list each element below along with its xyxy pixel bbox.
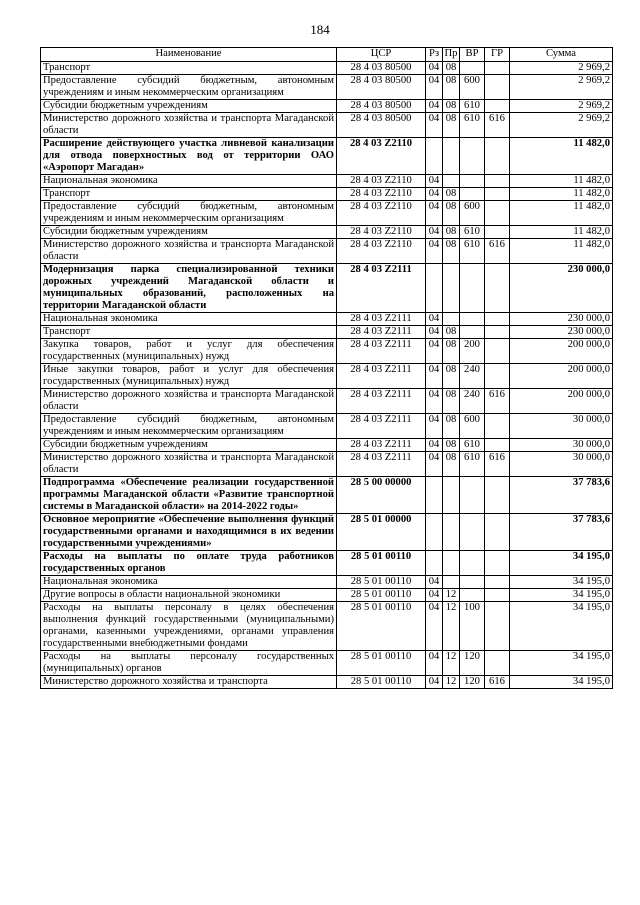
cell-name: Субсидии бюджетным учреждениям <box>41 100 337 113</box>
cell-name: Подпрограмма «Обеспечение реализации государственной программы Магаданской области «Развитие транспортной системы в Магаданской области» на 2014-2022 годы» <box>41 477 337 514</box>
table-row <box>41 201 613 226</box>
cell-rz: 04 <box>426 113 443 138</box>
cell-csr: 28 5 01 00000 <box>337 514 426 551</box>
table-row <box>41 62 613 75</box>
cell-csr: 28 4 03 Z2111 <box>337 339 426 364</box>
cell-pr: 12 <box>443 589 460 602</box>
table-row <box>41 651 613 676</box>
cell-sum: 11 482,0 <box>510 239 613 264</box>
cell-vr: 120 <box>460 651 485 676</box>
cell-name: Национальная экономика <box>41 175 337 188</box>
cell-gr <box>485 326 510 339</box>
column-header-csr: ЦСР <box>337 48 426 62</box>
cell-pr: 08 <box>443 239 460 264</box>
cell-rz: 04 <box>426 62 443 75</box>
cell-sum: 11 482,0 <box>510 175 613 188</box>
cell-sum: 2 969,2 <box>510 113 613 138</box>
table-body <box>41 62 613 689</box>
cell-rz: 04 <box>426 313 443 326</box>
cell-rz: 04 <box>426 651 443 676</box>
cell-rz: 04 <box>426 339 443 364</box>
cell-gr <box>485 414 510 439</box>
cell-pr: 08 <box>443 100 460 113</box>
cell-gr <box>485 62 510 75</box>
cell-vr <box>460 514 485 551</box>
cell-name: Предоставление субсидий бюджетным, автономным учреждениям и иным некоммерческим организациям <box>41 201 337 226</box>
cell-sum: 30 000,0 <box>510 439 613 452</box>
cell-pr: 08 <box>443 452 460 477</box>
cell-csr: 28 4 03 Z2111 <box>337 452 426 477</box>
cell-pr <box>443 576 460 589</box>
cell-csr: 28 5 01 00110 <box>337 676 426 689</box>
cell-sum: 34 195,0 <box>510 602 613 651</box>
budget-table <box>40 47 613 689</box>
cell-vr <box>460 138 485 175</box>
cell-rz: 04 <box>426 452 443 477</box>
cell-rz: 04 <box>426 226 443 239</box>
cell-name: Министерство дорожного хозяйства и транспорта Магаданской области <box>41 113 337 138</box>
table-row <box>41 576 613 589</box>
table-row <box>41 339 613 364</box>
cell-vr: 100 <box>460 602 485 651</box>
cell-vr <box>460 313 485 326</box>
cell-vr <box>460 264 485 313</box>
table-row <box>41 414 613 439</box>
cell-vr: 610 <box>460 113 485 138</box>
cell-sum: 30 000,0 <box>510 452 613 477</box>
cell-rz <box>426 477 443 514</box>
cell-gr: 616 <box>485 113 510 138</box>
cell-pr <box>443 477 460 514</box>
cell-pr: 08 <box>443 62 460 75</box>
cell-gr <box>485 514 510 551</box>
cell-vr: 610 <box>460 100 485 113</box>
cell-csr: 28 4 03 Z2111 <box>337 313 426 326</box>
cell-rz: 04 <box>426 589 443 602</box>
cell-name: Министерство дорожного хозяйства и транспорта Магаданской области <box>41 239 337 264</box>
cell-name: Субсидии бюджетным учреждениям <box>41 226 337 239</box>
cell-vr: 600 <box>460 414 485 439</box>
cell-vr <box>460 551 485 576</box>
cell-pr <box>443 175 460 188</box>
cell-sum: 34 195,0 <box>510 576 613 589</box>
cell-pr: 12 <box>443 676 460 689</box>
cell-sum: 34 195,0 <box>510 651 613 676</box>
cell-pr: 12 <box>443 602 460 651</box>
cell-gr <box>485 201 510 226</box>
cell-pr: 08 <box>443 364 460 389</box>
cell-sum: 230 000,0 <box>510 264 613 313</box>
cell-vr <box>460 188 485 201</box>
table-header-row <box>41 48 613 62</box>
cell-rz: 04 <box>426 389 443 414</box>
cell-vr <box>460 62 485 75</box>
cell-sum: 37 783,6 <box>510 477 613 514</box>
cell-vr: 240 <box>460 364 485 389</box>
column-header-name: Наименование <box>41 48 337 62</box>
cell-pr: 08 <box>443 113 460 138</box>
cell-gr <box>485 226 510 239</box>
cell-pr: 08 <box>443 414 460 439</box>
cell-pr: 08 <box>443 201 460 226</box>
cell-name: Национальная экономика <box>41 576 337 589</box>
cell-csr: 28 4 03 Z2110 <box>337 226 426 239</box>
cell-csr: 28 4 03 80500 <box>337 100 426 113</box>
cell-name: Национальная экономика <box>41 313 337 326</box>
cell-pr: 08 <box>443 389 460 414</box>
cell-gr <box>485 477 510 514</box>
cell-sum: 200 000,0 <box>510 389 613 414</box>
cell-rz <box>426 264 443 313</box>
cell-pr: 08 <box>443 226 460 239</box>
cell-rz: 04 <box>426 100 443 113</box>
cell-name: Субсидии бюджетным учреждениям <box>41 439 337 452</box>
column-header-pr: Пр <box>443 48 460 62</box>
cell-rz: 04 <box>426 439 443 452</box>
table-row <box>41 551 613 576</box>
cell-vr: 610 <box>460 452 485 477</box>
cell-name: Закупка товаров, работ и услуг для обеспечения государственных (муниципальных) нужд <box>41 339 337 364</box>
cell-rz: 04 <box>426 175 443 188</box>
cell-gr <box>485 439 510 452</box>
cell-gr <box>485 651 510 676</box>
table-row <box>41 75 613 100</box>
cell-gr <box>485 175 510 188</box>
cell-name: Министерство дорожного хозяйства и транспорта <box>41 676 337 689</box>
cell-name: Предоставление субсидий бюджетным, автономным учреждениям и иным некоммерческим организациям <box>41 414 337 439</box>
cell-csr: 28 4 03 Z2111 <box>337 414 426 439</box>
table-row <box>41 239 613 264</box>
cell-sum: 230 000,0 <box>510 326 613 339</box>
cell-rz: 04 <box>426 201 443 226</box>
cell-sum: 34 195,0 <box>510 589 613 602</box>
cell-name: Транспорт <box>41 326 337 339</box>
cell-sum: 11 482,0 <box>510 226 613 239</box>
cell-sum: 34 195,0 <box>510 551 613 576</box>
cell-rz: 04 <box>426 676 443 689</box>
cell-csr: 28 4 03 Z2110 <box>337 239 426 264</box>
cell-pr <box>443 514 460 551</box>
cell-pr: 08 <box>443 75 460 100</box>
cell-csr: 28 4 03 80500 <box>337 62 426 75</box>
cell-sum: 11 482,0 <box>510 138 613 175</box>
cell-gr <box>485 551 510 576</box>
cell-csr: 28 4 03 Z2111 <box>337 364 426 389</box>
cell-vr: 600 <box>460 201 485 226</box>
cell-gr <box>485 339 510 364</box>
cell-vr <box>460 589 485 602</box>
cell-name: Расходы на выплаты по оплате труда работников государственных органов <box>41 551 337 576</box>
cell-csr: 28 4 03 Z2111 <box>337 264 426 313</box>
table-row <box>41 175 613 188</box>
column-header-rz: Рз <box>426 48 443 62</box>
table-row <box>41 514 613 551</box>
cell-gr <box>485 313 510 326</box>
cell-sum: 34 195,0 <box>510 676 613 689</box>
cell-csr: 28 4 03 Z2110 <box>337 175 426 188</box>
cell-gr: 616 <box>485 389 510 414</box>
cell-name: Министерство дорожного хозяйства и транспорта Магаданской области <box>41 452 337 477</box>
cell-csr: 28 5 00 00000 <box>337 477 426 514</box>
cell-name: Основное мероприятие «Обеспечение выполнения функций государственными органами и находящимися в их ведении государственными учреждениями» <box>41 514 337 551</box>
cell-sum: 2 969,2 <box>510 100 613 113</box>
cell-rz: 04 <box>426 364 443 389</box>
cell-gr <box>485 364 510 389</box>
cell-pr: 08 <box>443 439 460 452</box>
cell-gr <box>485 138 510 175</box>
cell-rz: 04 <box>426 414 443 439</box>
cell-pr <box>443 264 460 313</box>
cell-name: Транспорт <box>41 62 337 75</box>
cell-pr <box>443 138 460 175</box>
column-header-gr: ГР <box>485 48 510 62</box>
cell-csr: 28 4 03 Z2110 <box>337 138 426 175</box>
cell-vr: 240 <box>460 389 485 414</box>
cell-pr <box>443 551 460 576</box>
table-row <box>41 364 613 389</box>
cell-vr: 600 <box>460 75 485 100</box>
cell-gr <box>485 264 510 313</box>
cell-vr: 610 <box>460 439 485 452</box>
cell-vr: 120 <box>460 676 485 689</box>
cell-name: Расходы на выплаты персоналу государственных (муниципальных) органов <box>41 651 337 676</box>
table-row <box>41 602 613 651</box>
table-row <box>41 188 613 201</box>
cell-rz: 04 <box>426 576 443 589</box>
cell-vr: 610 <box>460 239 485 264</box>
cell-gr <box>485 100 510 113</box>
cell-name: Другие вопросы в области национальной экономики <box>41 589 337 602</box>
cell-sum: 200 000,0 <box>510 339 613 364</box>
cell-pr <box>443 313 460 326</box>
cell-sum: 30 000,0 <box>510 414 613 439</box>
cell-csr: 28 5 01 00110 <box>337 651 426 676</box>
cell-sum: 11 482,0 <box>510 201 613 226</box>
cell-pr: 08 <box>443 188 460 201</box>
cell-csr: 28 4 03 Z2111 <box>337 326 426 339</box>
cell-csr: 28 4 03 Z2111 <box>337 439 426 452</box>
cell-sum: 11 482,0 <box>510 188 613 201</box>
cell-pr: 08 <box>443 326 460 339</box>
cell-name: Иные закупки товаров, работ и услуг для обеспечения государственных (муниципальных) нужд <box>41 364 337 389</box>
cell-name: Расходы на выплаты персоналу в целях обеспечения выполнения функций государственными (муниципальными) органами, казенными учреждениями, органами управления государственными внебюджетными фондами <box>41 602 337 651</box>
cell-pr: 12 <box>443 651 460 676</box>
cell-gr <box>485 576 510 589</box>
cell-sum: 2 969,2 <box>510 62 613 75</box>
cell-name: Министерство дорожного хозяйства и транспорта Магаданской области <box>41 389 337 414</box>
column-header-vr: ВР <box>460 48 485 62</box>
cell-gr: 616 <box>485 676 510 689</box>
table-row <box>41 477 613 514</box>
cell-csr: 28 5 01 00110 <box>337 551 426 576</box>
cell-sum: 230 000,0 <box>510 313 613 326</box>
cell-rz <box>426 138 443 175</box>
cell-rz: 04 <box>426 75 443 100</box>
cell-csr: 28 4 03 Z2110 <box>337 201 426 226</box>
cell-csr: 28 5 01 00110 <box>337 602 426 651</box>
cell-name: Расширение действующего участка ливневой канализации для отвода поверхностных вод от территории ОАО «Аэропорт Магадан» <box>41 138 337 175</box>
table-row <box>41 589 613 602</box>
cell-gr: 616 <box>485 452 510 477</box>
cell-csr: 28 4 03 80500 <box>337 75 426 100</box>
cell-gr <box>485 188 510 201</box>
cell-vr: 610 <box>460 226 485 239</box>
cell-vr: 200 <box>460 339 485 364</box>
cell-rz: 04 <box>426 239 443 264</box>
cell-csr: 28 5 01 00110 <box>337 589 426 602</box>
cell-gr: 616 <box>485 239 510 264</box>
table-row <box>41 138 613 175</box>
cell-rz: 04 <box>426 326 443 339</box>
cell-csr: 28 4 03 80500 <box>337 113 426 138</box>
cell-name: Транспорт <box>41 188 337 201</box>
table-row <box>41 439 613 452</box>
table-row <box>41 313 613 326</box>
cell-csr: 28 5 01 00110 <box>337 576 426 589</box>
table-row <box>41 326 613 339</box>
cell-rz <box>426 551 443 576</box>
cell-rz: 04 <box>426 188 443 201</box>
cell-vr <box>460 477 485 514</box>
cell-gr <box>485 602 510 651</box>
cell-rz <box>426 514 443 551</box>
cell-vr <box>460 175 485 188</box>
cell-gr <box>485 589 510 602</box>
column-header-sum: Сумма <box>510 48 613 62</box>
table-row <box>41 264 613 313</box>
cell-sum: 200 000,0 <box>510 364 613 389</box>
cell-vr <box>460 576 485 589</box>
table-row <box>41 226 613 239</box>
cell-name: Предоставление субсидий бюджетным, автономным учреждениям и иным некоммерческим организациям <box>41 75 337 100</box>
table-row <box>41 100 613 113</box>
table-row <box>41 113 613 138</box>
cell-name: Модернизация парка специализированной техники дорожных учреждений Магаданской области и муниципальных образований, расположенных на территории Магаданской области <box>41 264 337 313</box>
cell-gr <box>485 75 510 100</box>
table-row <box>41 452 613 477</box>
cell-sum: 37 783,6 <box>510 514 613 551</box>
table-row <box>41 676 613 689</box>
cell-csr: 28 4 03 Z2110 <box>337 188 426 201</box>
cell-csr: 28 4 03 Z2111 <box>337 389 426 414</box>
page-number: 184 <box>310 22 330 37</box>
cell-sum: 2 969,2 <box>510 75 613 100</box>
cell-vr <box>460 326 485 339</box>
cell-rz: 04 <box>426 602 443 651</box>
table-row <box>41 389 613 414</box>
cell-pr: 08 <box>443 339 460 364</box>
